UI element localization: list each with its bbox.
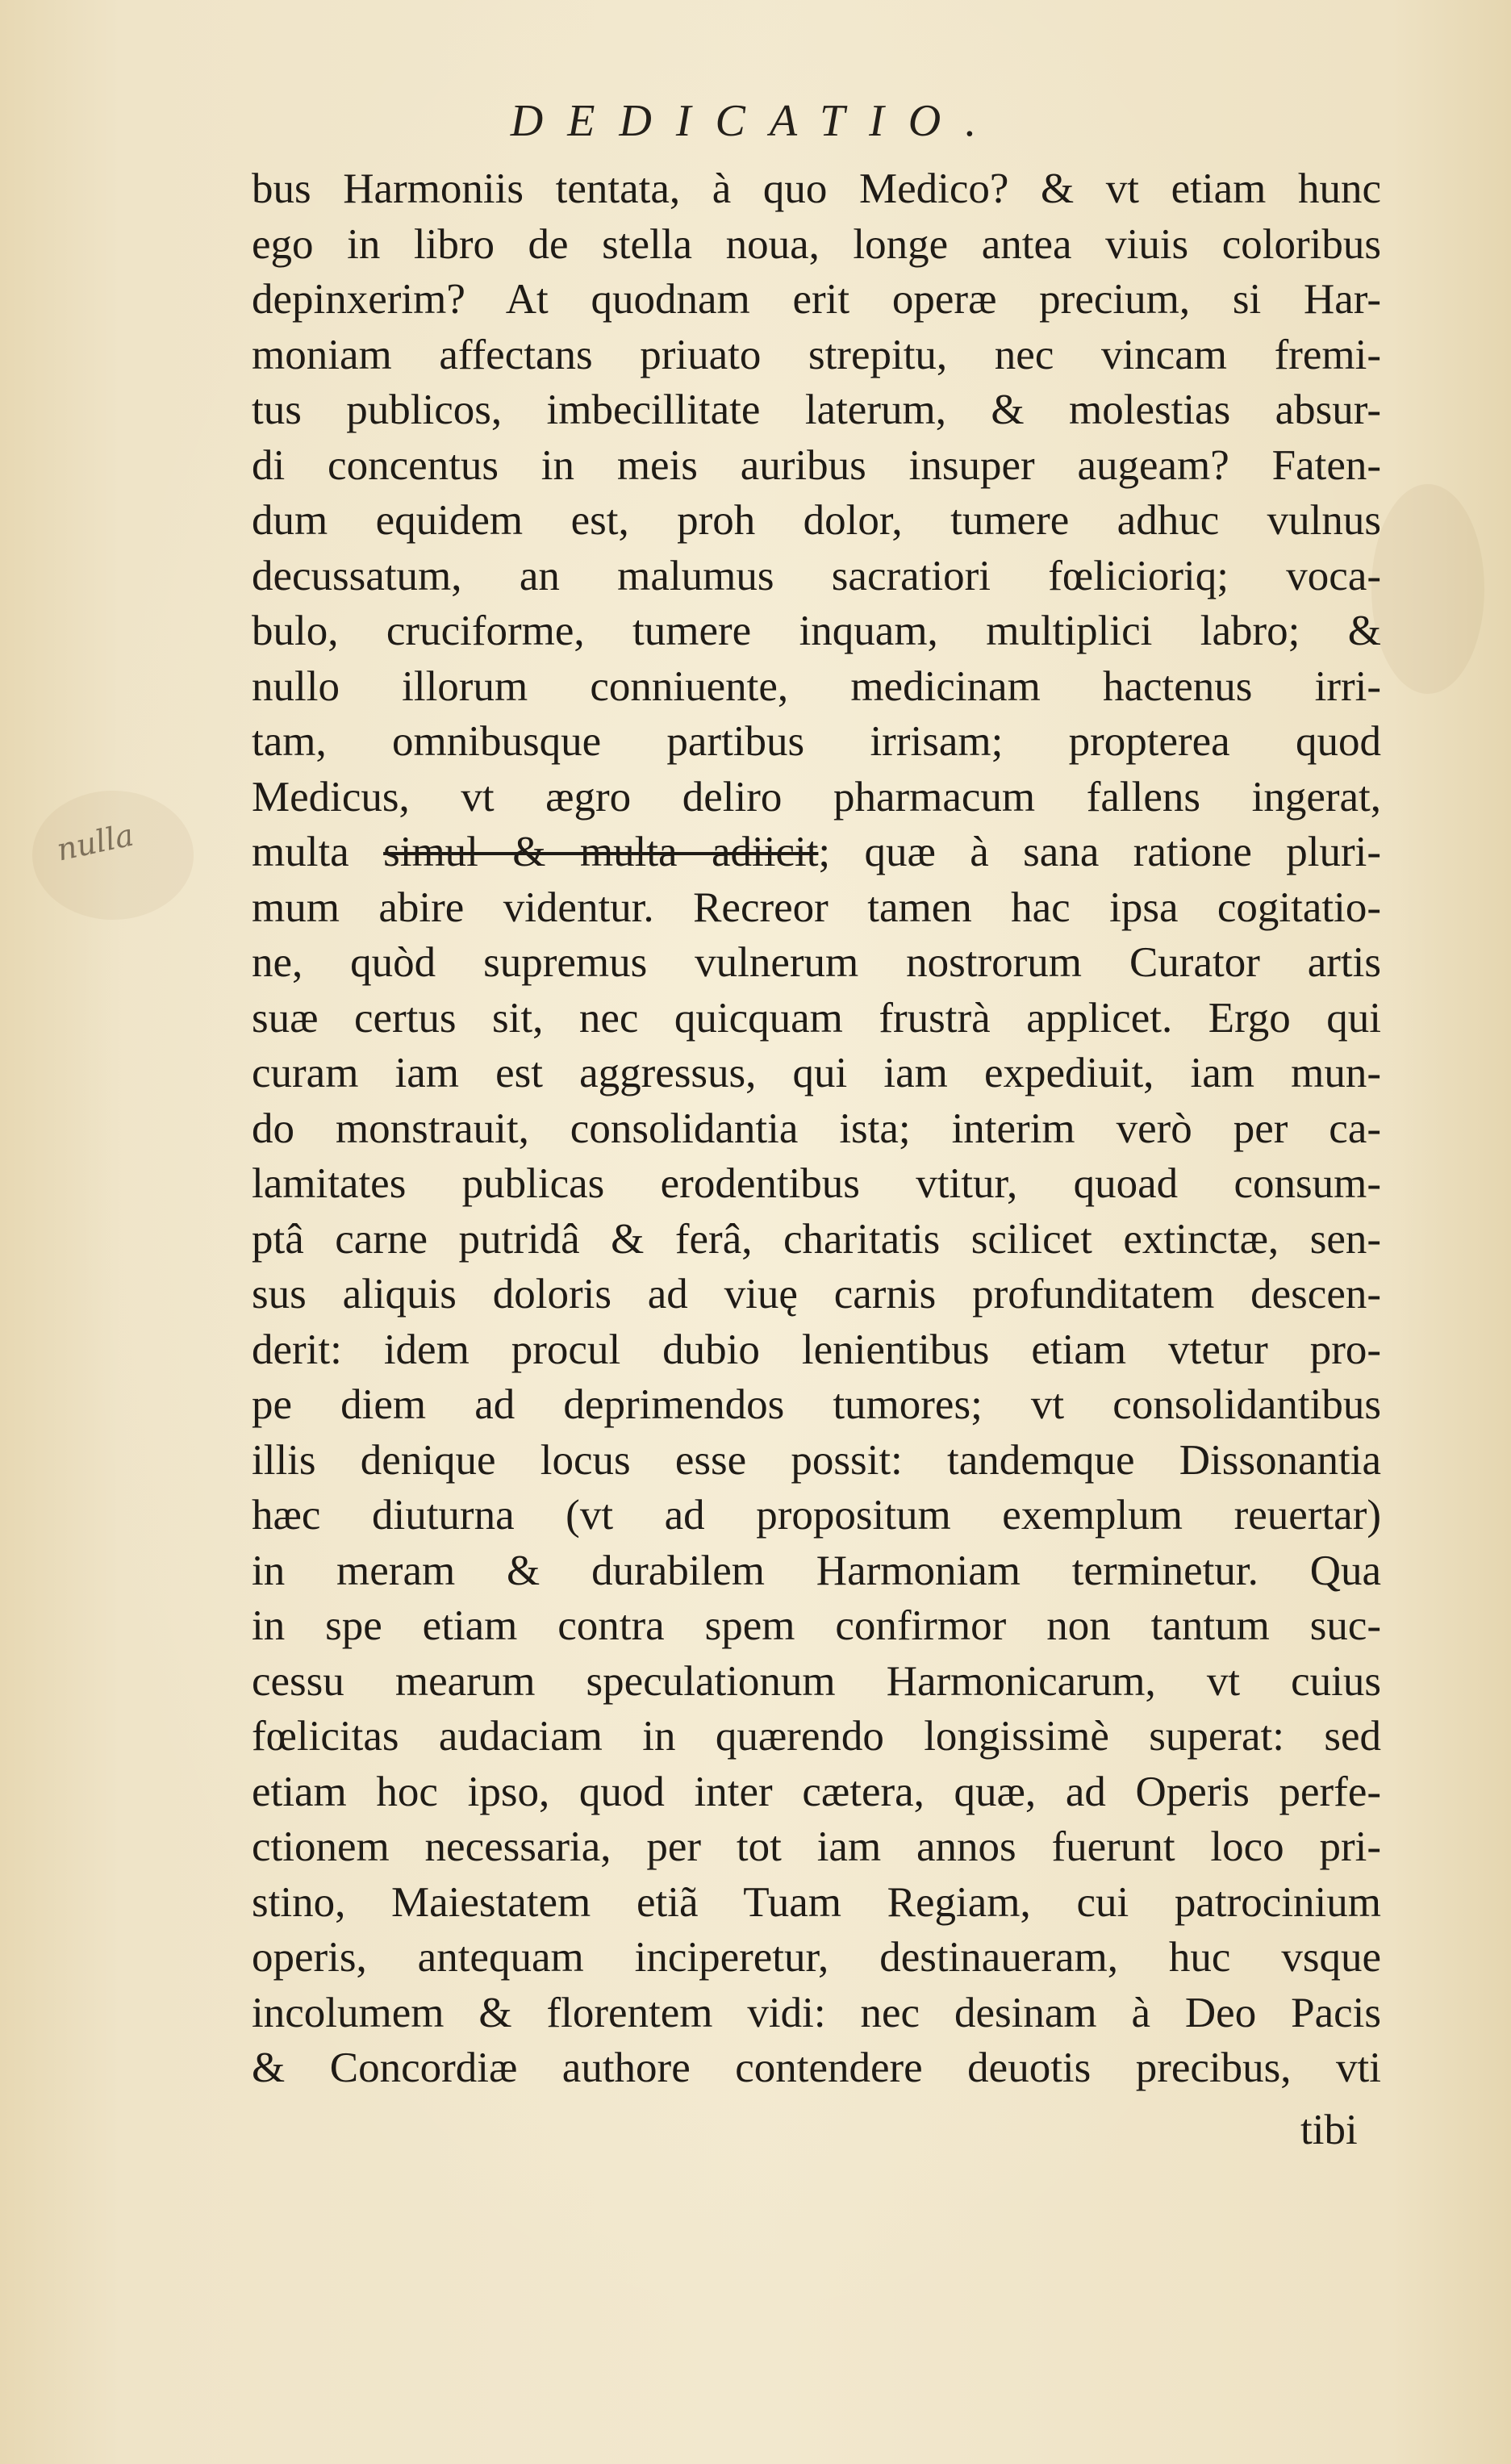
text-line: ne, quòd supremus vulnerum nostrorum Curator artis [252,939,1381,986]
text-line: Medicus, vt ægro deliro pharmacum fallens ingerat, [252,773,1381,821]
text-line: tus publicos, imbecillitate laterum, & molestias absur- [252,386,1381,433]
text-line: hæc diuturna (vt ad propositum exemplum reuertar) [252,1492,1381,1539]
page-header: DEDICATIO. [510,96,1001,146]
text-line: etiam hoc ipso, quod inter cætera, quæ, ad Operis perfe- [252,1768,1381,1815]
text-line: operis, antequam inciperetur, destinaueram, huc vsque [252,1934,1381,1981]
text-line: decussatum, an malumus sacratiori fœlicioriq; voca- [252,552,1381,599]
text-line: do monstrauit, consolidantia ista; interim verò per ca- [252,1105,1381,1152]
struck-phrase: simul & multa adiicit [383,829,819,875]
text-line: derit: idem procul dubio lenientibus etiam vtetur pro- [252,1326,1381,1373]
text-line: bus Harmoniis tentata, à quo Medico? & vt etiam hunc [252,165,1381,212]
text-line: & Concordiæ authore contendere deuotis precibus, vti [252,2044,1381,2091]
text-line: stino, Maiestatem etiã Tuam Regiam, cui patrocinium [252,1878,1381,1926]
text-line: curam iam est aggressus, qui iam expediuit, iam mun- [252,1050,1381,1096]
handwritten-margin-note: nulla [53,816,137,868]
text-line: multa simul & multa adiicit; quæ à sana ratione pluri- [252,829,1382,875]
text-line: in spe etiam contra spem confirmor non tantum suc- [252,1602,1381,1649]
text-line: ptâ carne putridâ & ferâ, charitatis scilicet extinctæ, sen- [252,1215,1381,1263]
text-line: tam, omnibusque partibus irrisam; propterea quod [252,718,1381,765]
catchword: tibi [1300,2107,1358,2153]
paper-stain [1371,484,1484,694]
text-line: ctionem necessaria, per tot iam annos fuerunt loco pri- [252,1823,1381,1870]
text-line: illis denique locus esse possit: tandemque Dissonantia [252,1436,1381,1484]
body-text [252,161,1381,2096]
text-line: in meram & durabilem Harmoniam terminetur. Qua [252,1547,1381,1594]
text-line: ego in libro de stella noua, longe antea viuis coloribus [252,220,1381,268]
text-line: bulo, cruciforme, tumere inquam, multiplici labro; & [252,608,1381,654]
text-line: lamitates publicas erodentibus vtitur, quoad consum- [252,1160,1381,1207]
text-line: suæ certus sit, nec quicquam frustrà applicet. Ergo qui [252,994,1381,1042]
text-line: mum abire videntur. Recreor tamen hac ipsa cogitatio- [252,883,1381,931]
text-line: pe diem ad deprimendos tumores; vt consolidantibus [252,1381,1381,1428]
text-line: fœlicitas audaciam in quærendo longissimè superat: sed [252,1713,1381,1760]
text-line: moniam affectans priuato strepitu, nec vincam fremi- [252,331,1381,378]
text-line: di concentus in meis auribus insuper augeam? Faten- [252,441,1381,489]
text-line: incolumem & florentem vidi: nec desinam à Deo Pacis [252,1989,1381,2036]
text-line: nullo illorum conniuente, medicinam hactenus irri- [252,662,1381,710]
text-line: depinxerim? At quodnam erit operæ precium, si Har- [252,276,1381,323]
text-line: cessu mearum speculationum Harmonicarum, vt cuius [252,1657,1381,1705]
text-line: dum equidem est, proh dolor, tumere adhuc vulnus [252,497,1381,544]
text-line: sus aliquis doloris ad viuę carnis profunditatem descen- [252,1271,1381,1318]
